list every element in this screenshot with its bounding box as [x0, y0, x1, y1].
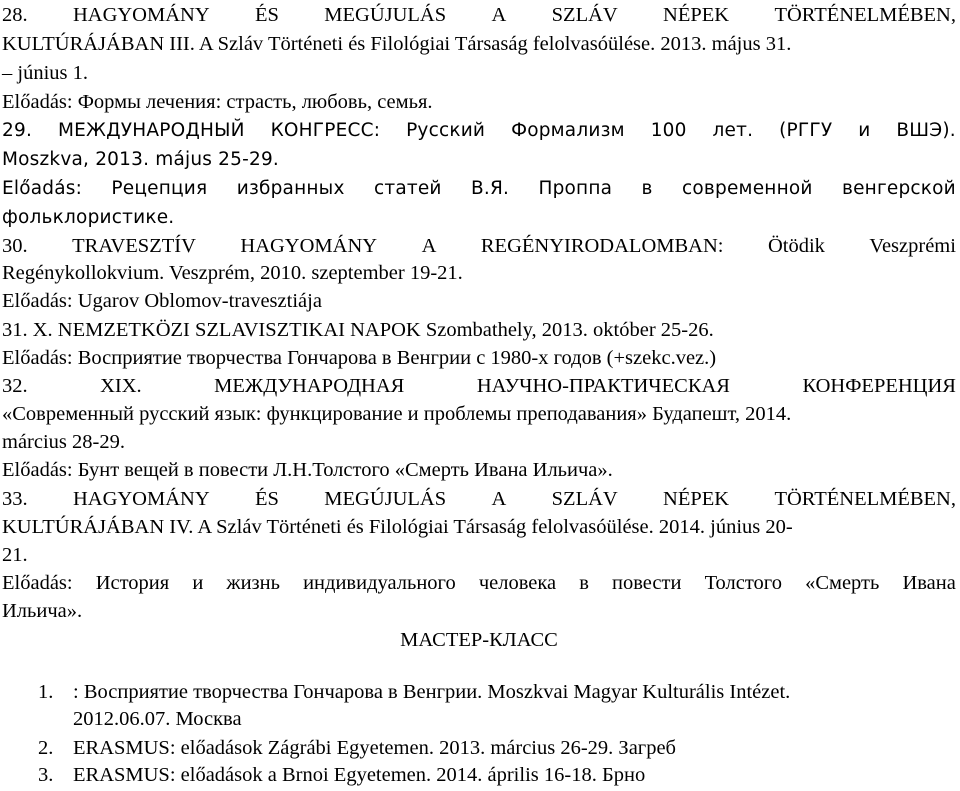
word: Előadás: [2, 572, 73, 594]
word: Veszprémi [869, 235, 956, 257]
list-item-1-number: 1. [38, 681, 54, 703]
word: NÉPEK [663, 488, 730, 510]
word: Русский [406, 120, 486, 141]
word: Формализм [511, 120, 625, 141]
word: современной [682, 178, 813, 199]
entry-29-line-2: Moszkva, 2013. május 25-29. [2, 149, 280, 170]
word: HAGYOMÁNY [72, 488, 210, 510]
word: 29. [2, 120, 33, 141]
word: МЕЖДУНАРОДНАЯ [214, 375, 405, 397]
entry-31-line-1: 31. X. NEMZETKÖZI SZLAVISZTIKAI NAPOK Szombathely, 2013. október 25-26. [2, 319, 714, 341]
word: История [95, 572, 170, 594]
entry-28-line-1 [2, 2, 956, 28]
entry-30-line-1 [2, 233, 956, 259]
word: ÉS [254, 488, 279, 510]
word: 30. [2, 235, 28, 257]
entry-29-line-1 [2, 118, 956, 144]
entry-33-line-4 [2, 570, 956, 596]
word: SZLÁV [551, 488, 618, 510]
word: 28. [2, 4, 28, 26]
word: Ивана [902, 572, 956, 594]
entry-33-line-1 [2, 486, 956, 512]
word: венгерской [841, 178, 956, 199]
entry-28-line-2: KULTÚRÁJÁBAN III. A Szláv Történeti és Filológiai Társaság felolvasóülése. 2013. május 31. [2, 33, 792, 55]
word: жизнь [226, 572, 280, 594]
word: HAGYOMÁNY [240, 235, 378, 257]
word: A [491, 488, 507, 510]
word: 33. [2, 488, 28, 510]
word: A [421, 235, 437, 257]
word: человека [478, 572, 557, 594]
entry-32-line-4: Előadás: Бунт вещей в повести Л.Н.Толстого «Смерть Ивана Ильича». [2, 459, 613, 481]
word: повести [612, 572, 682, 594]
word: SZLÁV [551, 4, 618, 26]
word: в [641, 178, 653, 199]
word: ÉS [254, 4, 279, 26]
word: A [491, 4, 507, 26]
list-item-1-line-1: : Восприятие творчества Гончарова в Венгрии. Moszkvai Magyar Kulturális Intézet. [73, 681, 791, 703]
word: Толстого [704, 572, 782, 594]
entry-32-line-3: március 28-29. [2, 431, 125, 453]
entry-28-line-3: – június 1. [2, 62, 88, 84]
word: TÖRTÉNELMÉBEN, [774, 4, 956, 26]
word: 100 [650, 120, 687, 141]
list-item-3-line-1: ERASMUS: előadások a Brnoi Egyetemen. 2014. április 16-18. Брно [73, 764, 646, 786]
word: ВШЭ). [896, 120, 956, 141]
entry-29-line-4: фольклористике. [2, 207, 175, 228]
entry-29-line-3 [2, 176, 956, 202]
entry-33-line-3: 21. [2, 544, 28, 566]
entry-30-line-2: Regénykollokvium. Veszprém, 2010. szeptember 19-21. [2, 262, 463, 284]
word: лет. [712, 120, 754, 141]
word: Ötödik [767, 235, 825, 257]
entry-33-line-5: Ильича». [2, 600, 83, 622]
word: REGÉNYIRODALOMBAN: [480, 235, 724, 257]
word: NÉPEK [663, 4, 730, 26]
list-item-1-line-2: 2012.06.07. Москва [73, 708, 242, 730]
word: HAGYOMÁNY [72, 4, 210, 26]
word: КОНГРЕСС: [270, 120, 381, 141]
word: в [579, 572, 589, 594]
word: В.Я. [471, 178, 510, 199]
entry-33-line-2: KULTÚRÁJÁBAN IV. A Szláv Történeti és Filológiai Társaság felolvasóülése. 2014. június 20- [2, 516, 793, 538]
entry-31-line-2: Előadás: Восприятие творчества Гончарова в Венгрии с 1980-х годов (+szekc.vez.) [2, 347, 717, 369]
entry-28-line-4: Előadás: Формы лечения: страсть, любовь, семья. [2, 91, 433, 113]
word: Рецепция [111, 178, 208, 199]
word: КОНФЕРЕНЦИЯ [802, 375, 956, 397]
word: MEGÚJULÁS [324, 4, 447, 26]
word: и [858, 120, 871, 141]
word: TÖRTÉNELMÉBEN, [774, 488, 956, 510]
word: статей [373, 178, 442, 199]
word: Előadás: [2, 178, 83, 199]
list-item-2-line-1: ERASMUS: előadások Zágrábi Egyetemen. 2013. március 26-29. Загреб [73, 737, 676, 759]
word: индивидуального [303, 572, 456, 594]
list-item-3-number: 3. [38, 764, 54, 786]
word: избранных [236, 178, 345, 199]
word: XIX. [100, 375, 142, 397]
word: TRAVESZTÍV [72, 235, 196, 257]
entry-32-line-1 [2, 373, 956, 399]
masterclass-heading: МАСТЕР-КЛАСС [400, 629, 558, 651]
word: «Смерть [805, 572, 880, 594]
word: МЕЖДУНАРОДНЫЙ [57, 120, 245, 141]
entry-32-line-2: «Современный русский язык: функцирование и проблемы преподавания» Будапешт, 2014. [2, 403, 792, 425]
list-item-2-number: 2. [38, 737, 54, 759]
word: (РГГУ [779, 120, 833, 141]
word: Проппа [538, 178, 613, 199]
word: НАУЧНО-ПРАКТИЧЕСКАЯ [476, 375, 730, 397]
word: и [192, 572, 204, 594]
word: 32. [2, 375, 28, 397]
word: MEGÚJULÁS [324, 488, 447, 510]
entry-30-line-3: Előadás: Ugarov Oblomov-travesztiája [2, 290, 322, 312]
